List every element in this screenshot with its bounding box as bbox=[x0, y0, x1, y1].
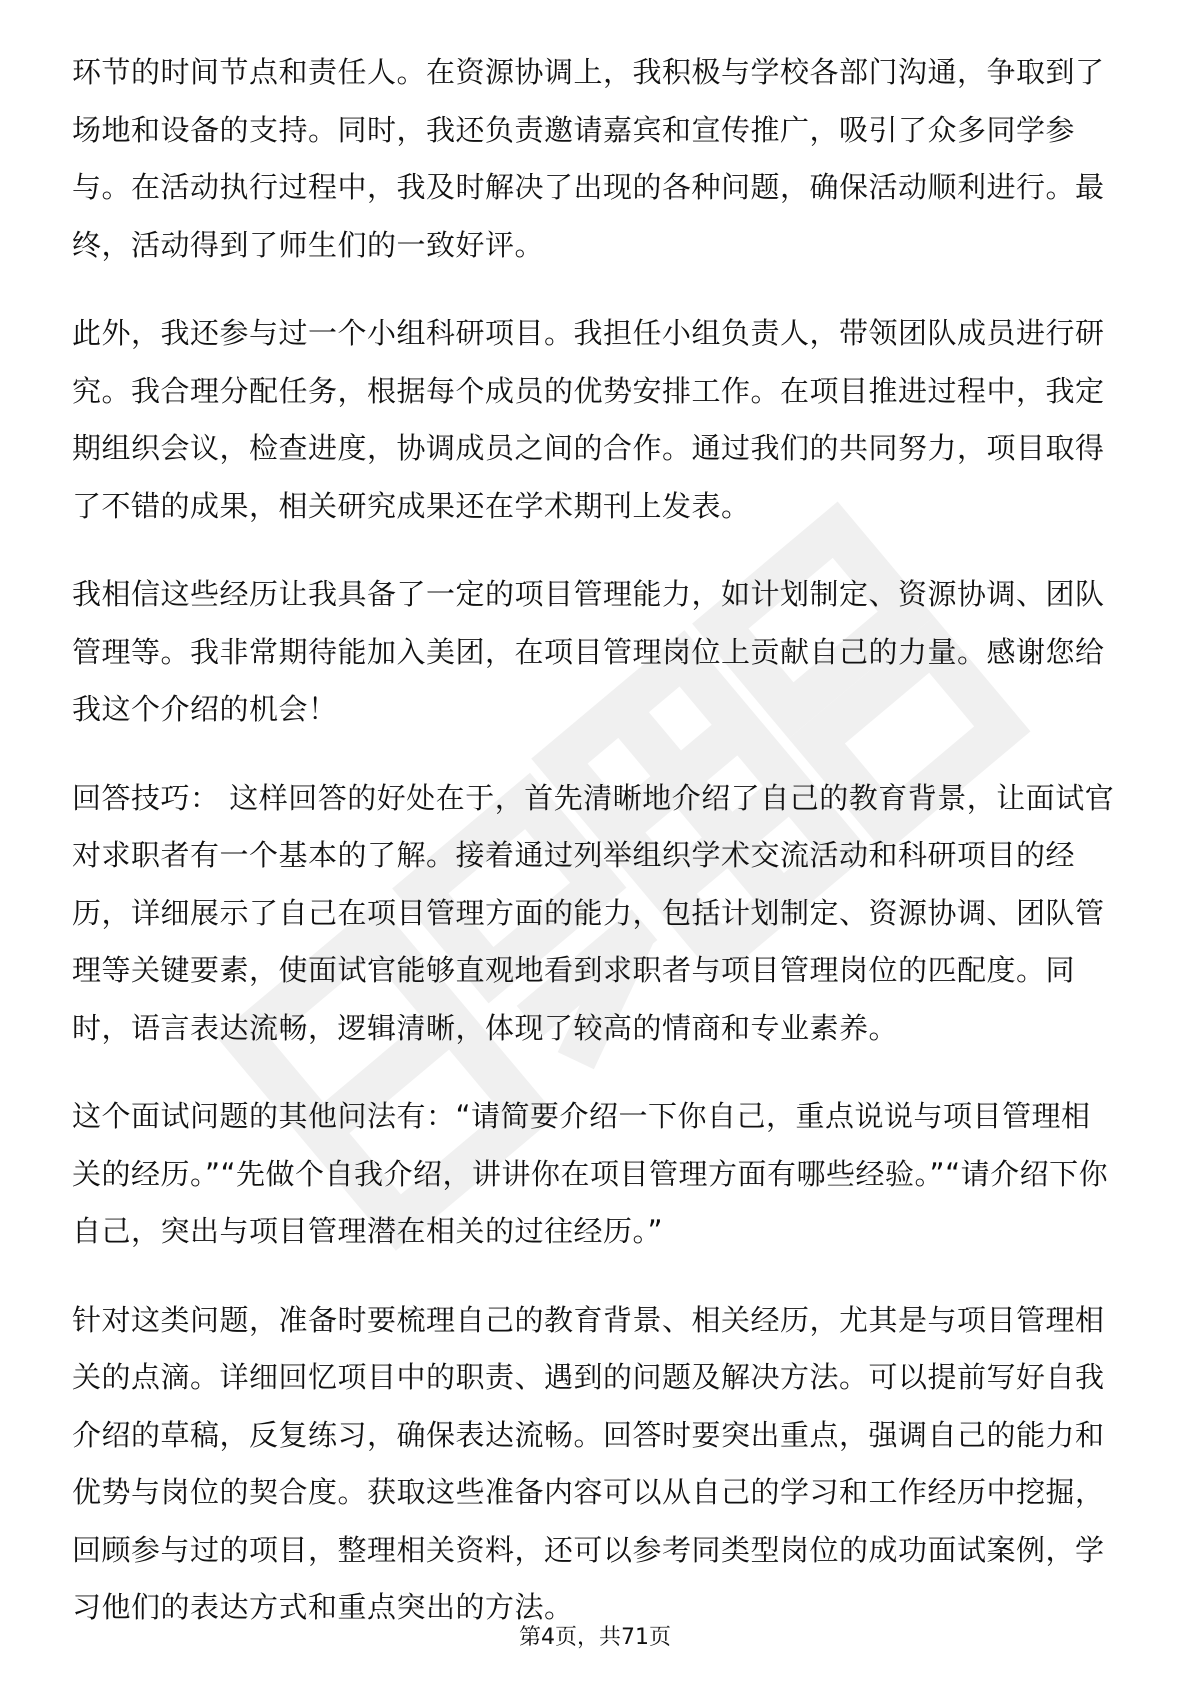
page-number-footer: 第4页，共71页 bbox=[519, 1625, 671, 1650]
paragraph: 回答技巧： 这样回答的好处在于，首先清晰地介绍了自己的教育背景，让面试官对求职者有一个基本的了解。接着通过列举组织学术交流活动和科研项目的经历，详细展示了自己在项目管理方面的能力，包括计划制定、资源协调、团队管理等关键要素，使面试官能够直观地看到求职者与项目管理岗位的匹配度。同时，语言表达流畅，逻辑清晰，体现了较高的情商和专业素养。 bbox=[72, 780, 1115, 1045]
paragraph: 这个面试问题的其他问法有：“请简要介绍一下你自己，重点说说与项目管理相关的经历。”“先做个自我介绍，讲讲你在项目管理方面有哪些经验。”“请介绍下你自己，突出与项目管理潜在相关的过往经历。” bbox=[72, 1099, 1109, 1248]
paragraph: 我相信这些经历让我具备了一定的项目管理能力，如计划制定、资源协调、团队管理等。我非常期待能加入美团，在项目管理岗位上贡献自己的力量。感谢您给我这个介绍的机会！ bbox=[72, 577, 1105, 726]
paragraph: 此外，我还参与过一个小组科研项目。我担任小组负责人，带领团队成员进行研究。我合理分配任务，根据每个成员的优势安排工作。在项目推进过程中，我定期组织会议，检查进度，协调成员之间的合作。通过我们的共同努力，项目取得了不错的成果，相关研究成果还在学术期刊上发表。 bbox=[72, 316, 1105, 523]
paragraph: 环节的时间节点和责任人。在资源协调上，我积极与学校各部门沟通，争取到了场地和设备的支持。同时，我还负责邀请嘉宾和宣传推广，吸引了众多同学参与。在活动执行过程中，我及时解决了出现的各种问题，确保活动顺利进行。最终，活动得到了师生们的一致好评。 bbox=[72, 55, 1105, 262]
paragraph: 针对这类问题，准备时要梳理自己的教育背景、相关经历，尤其是与项目管理相关的点滴。详细回忆项目中的职责、遇到的问题及解决方法。可以提前写好自我介绍的草稿，反复练习，确保表达流畅。回答时要突出重点，强调自己的能力和优势与岗位的契合度。获取这些准备内容可以从自己的学习和工作经历中挖掘，回顾参与过的项目，整理相关资料，还可以参考同类型岗位的成功面试案例，学习他们的表达方式和重点突出的方法。 bbox=[72, 1302, 1105, 1624]
document-body bbox=[72, 44, 1118, 1668]
